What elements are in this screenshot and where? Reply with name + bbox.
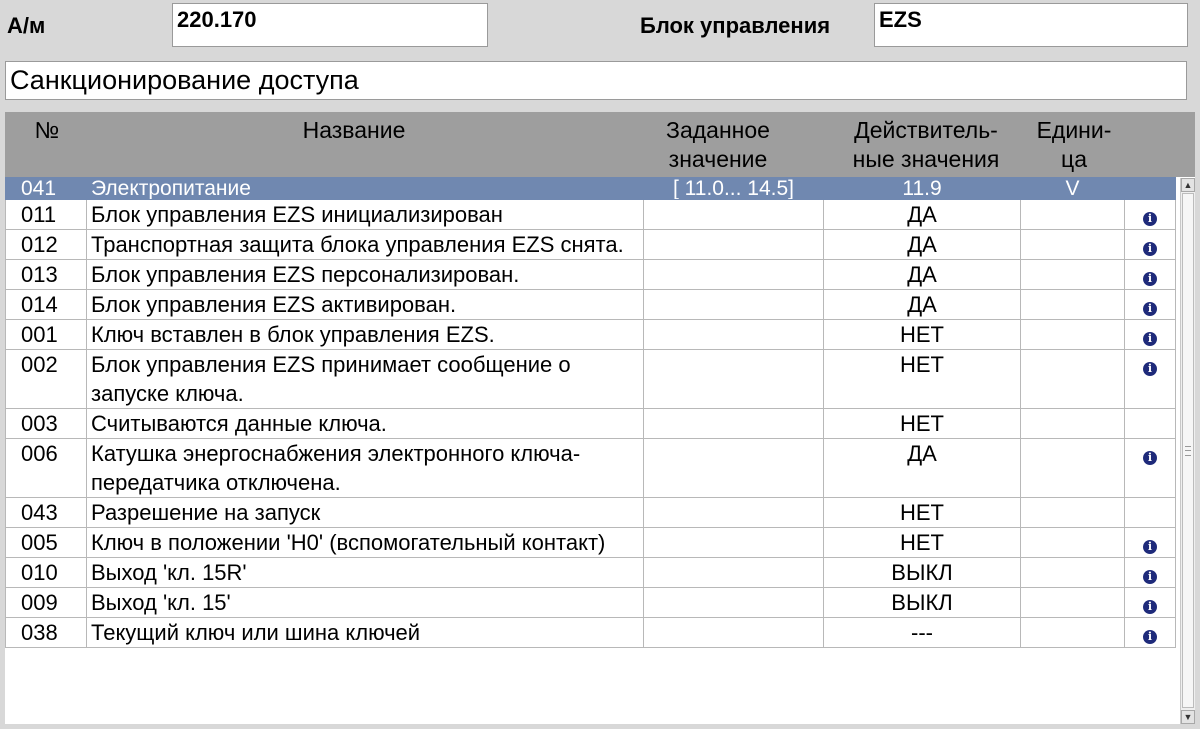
row-specified-value xyxy=(644,618,824,648)
row-unit xyxy=(1021,618,1125,648)
info-icon[interactable]: i xyxy=(1143,362,1157,376)
row-specified-value xyxy=(644,200,824,230)
table-row[interactable] xyxy=(6,528,1176,558)
row-name: Блок управления EZS принимает сообщение о запуске ключа. xyxy=(87,350,644,409)
table-row[interactable] xyxy=(6,439,1176,498)
row-info-cell xyxy=(1125,320,1176,350)
row-specified-value xyxy=(644,260,824,290)
row-actual-value: НЕТ xyxy=(824,320,1021,350)
row-actual-value: НЕТ xyxy=(824,498,1021,528)
row-specified-value xyxy=(644,230,824,260)
row-unit xyxy=(1021,498,1125,528)
row-unit xyxy=(1021,350,1125,409)
thumb-grip-icon xyxy=(1185,446,1191,456)
row-name: Разрешение на запуск xyxy=(87,498,644,528)
row-number: 041 xyxy=(6,178,87,200)
row-info-cell xyxy=(1125,439,1176,498)
control-unit-label: Блок управления xyxy=(640,13,831,38)
row-name: Катушка энергоснабжения электронного ключа-передатчика отключена. xyxy=(87,439,644,498)
row-unit xyxy=(1021,320,1125,350)
row-info-cell xyxy=(1125,618,1176,648)
table-row[interactable] xyxy=(6,618,1176,648)
row-info-cell xyxy=(1125,588,1176,618)
row-actual-value: НЕТ xyxy=(824,528,1021,558)
row-actual-value: ДА xyxy=(824,260,1021,290)
row-name: Блок управления EZS активирован. xyxy=(87,290,644,320)
row-specified-value xyxy=(644,290,824,320)
row-unit xyxy=(1021,528,1125,558)
row-unit xyxy=(1021,200,1125,230)
row-unit: V xyxy=(1021,178,1125,200)
row-number: 003 xyxy=(6,409,87,439)
info-icon[interactable]: i xyxy=(1143,540,1157,554)
row-info-cell xyxy=(1125,409,1176,439)
row-specified-value xyxy=(644,498,824,528)
row-info-cell xyxy=(1125,260,1176,290)
scrollbar-thumb[interactable] xyxy=(1182,193,1194,708)
row-actual-value: --- xyxy=(824,618,1021,648)
row-name: Блок управления EZS инициализирован xyxy=(87,200,644,230)
col-header-actual[interactable]: Действитель- ные значения xyxy=(852,117,1000,172)
row-name: Выход 'кл. 15' xyxy=(87,588,644,618)
row-number: 043 xyxy=(6,498,87,528)
row-actual-value: ВЫКЛ xyxy=(824,558,1021,588)
row-number: 005 xyxy=(6,528,87,558)
control-unit-field: EZS xyxy=(874,3,1188,47)
row-specified-value xyxy=(644,439,824,498)
row-actual-value: ВЫКЛ xyxy=(824,588,1021,618)
row-unit xyxy=(1021,588,1125,618)
row-number: 009 xyxy=(6,588,87,618)
row-actual-value: НЕТ xyxy=(824,409,1021,439)
row-info-cell xyxy=(1125,200,1176,230)
row-actual-value: НЕТ xyxy=(824,350,1021,409)
table-row[interactable] xyxy=(6,260,1176,290)
row-info-cell xyxy=(1125,230,1176,260)
row-specified-value: [ 11.0... 14.5] xyxy=(644,178,824,200)
vehicle-label: А/м xyxy=(7,13,46,38)
row-number: 011 xyxy=(6,200,87,230)
row-info-cell xyxy=(1125,350,1176,409)
values-table xyxy=(5,112,1195,724)
info-icon[interactable]: i xyxy=(1143,630,1157,644)
row-number: 012 xyxy=(6,230,87,260)
row-specified-value xyxy=(644,588,824,618)
row-info-cell xyxy=(1125,528,1176,558)
row-unit xyxy=(1021,260,1125,290)
info-icon[interactable]: i xyxy=(1143,451,1157,465)
row-specified-value xyxy=(644,528,824,558)
table-row[interactable] xyxy=(6,350,1176,409)
table-row[interactable] xyxy=(6,290,1176,320)
info-icon[interactable]: i xyxy=(1143,302,1157,316)
row-unit xyxy=(1021,290,1125,320)
row-info-cell xyxy=(1125,498,1176,528)
row-specified-value xyxy=(644,409,824,439)
info-icon[interactable]: i xyxy=(1143,212,1157,226)
table-row[interactable] xyxy=(6,178,1176,200)
table-row[interactable] xyxy=(6,588,1176,618)
col-header-spec[interactable]: Заданное значение xyxy=(666,117,770,172)
table-row[interactable] xyxy=(6,409,1176,439)
row-name: Электропитание xyxy=(87,178,644,200)
scroll-up-icon[interactable]: ▲ xyxy=(1181,178,1195,192)
row-name: Ключ в положении 'H0' (вспомогательный контакт) xyxy=(87,528,644,558)
table-row[interactable] xyxy=(6,320,1176,350)
row-name: Ключ вставлен в блок управления EZS. xyxy=(87,320,644,350)
row-actual-value: ДА xyxy=(824,290,1021,320)
vehicle-model-field: 220.170 xyxy=(172,3,488,47)
col-header-name[interactable]: Название xyxy=(302,117,406,143)
table-row[interactable] xyxy=(6,558,1176,588)
row-number: 014 xyxy=(6,290,87,320)
info-icon[interactable]: i xyxy=(1143,242,1157,256)
info-icon[interactable]: i xyxy=(1143,272,1157,286)
section-title: Санкционирование доступа xyxy=(5,61,1187,100)
row-info-cell xyxy=(1125,290,1176,320)
col-header-unit[interactable]: Едини- ца xyxy=(1036,117,1112,172)
row-specified-value xyxy=(644,558,824,588)
vertical-scrollbar[interactable] xyxy=(1180,178,1195,724)
row-number: 002 xyxy=(6,350,87,409)
row-specified-value xyxy=(644,350,824,409)
col-header-no[interactable]: № xyxy=(34,117,60,143)
row-unit xyxy=(1021,558,1125,588)
table-row[interactable] xyxy=(6,230,1176,260)
row-actual-value: 11.9 xyxy=(824,178,1021,200)
info-icon[interactable]: i xyxy=(1143,600,1157,614)
table-row[interactable] xyxy=(6,498,1176,528)
table-row[interactable] xyxy=(6,200,1176,230)
row-unit xyxy=(1021,439,1125,498)
row-number: 006 xyxy=(6,439,87,498)
info-icon[interactable]: i xyxy=(1143,332,1157,346)
row-number: 038 xyxy=(6,618,87,648)
row-number: 013 xyxy=(6,260,87,290)
row-unit xyxy=(1021,409,1125,439)
row-name: Блок управления EZS персонализирован. xyxy=(87,260,644,290)
row-info-cell xyxy=(1125,178,1176,200)
table-header xyxy=(5,112,1195,177)
row-specified-value xyxy=(644,320,824,350)
row-actual-value: ДА xyxy=(824,230,1021,260)
row-actual-value: ДА xyxy=(824,439,1021,498)
row-name: Считываются данные ключа. xyxy=(87,409,644,439)
scroll-down-icon[interactable]: ▼ xyxy=(1181,710,1195,724)
row-name: Выход 'кл. 15R' xyxy=(87,558,644,588)
row-unit xyxy=(1021,230,1125,260)
row-name: Текущий ключ или шина ключей xyxy=(87,618,644,648)
row-number: 001 xyxy=(6,320,87,350)
row-number: 010 xyxy=(6,558,87,588)
row-name: Транспортная защита блока управления EZS снята. xyxy=(87,230,644,260)
row-actual-value: ДА xyxy=(824,200,1021,230)
info-icon[interactable]: i xyxy=(1143,570,1157,584)
row-info-cell xyxy=(1125,558,1176,588)
table-body xyxy=(5,177,1176,648)
